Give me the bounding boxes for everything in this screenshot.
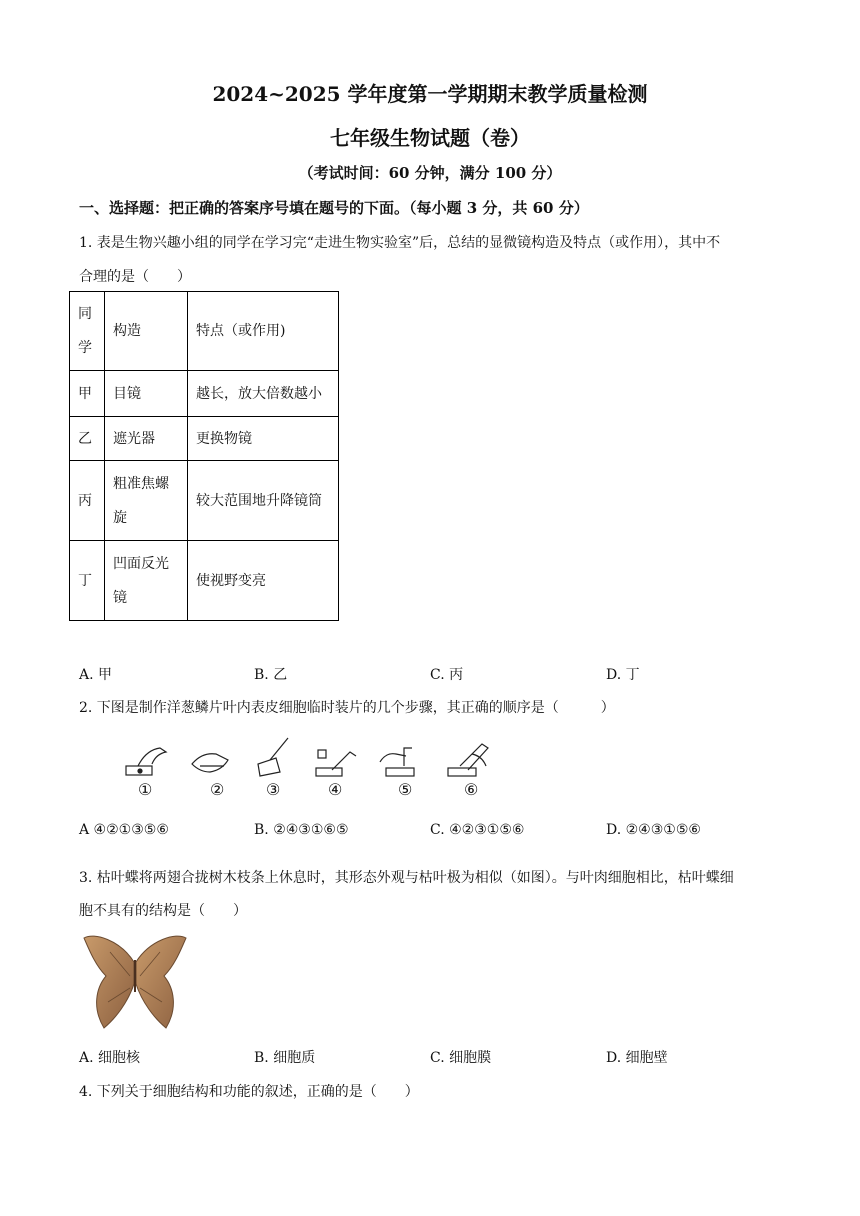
step-label: ⑤ [398,780,413,799]
q1-option-a[interactable]: A. 甲 [79,667,113,683]
step-3-drawing [258,738,288,776]
q2-option-b[interactable]: B. ②④③①⑥⑤ [254,822,349,838]
table-cell: 丙 [70,461,105,541]
table-cell: 凹面反光镜 [105,541,188,621]
step-4-drawing [316,750,356,776]
q2-option-c[interactable]: C. ④②③①⑤⑥ [430,822,525,838]
step-label: ④ [328,780,343,799]
q3-option-b[interactable]: B. 细胞质 [254,1050,316,1066]
microscope-table [69,291,339,621]
table-cell: 更换物镜 [188,417,339,461]
question-4-text: 4. 下列关于细胞结构和功能的叙述，正确的是（ ） [79,1084,419,1100]
table-cell: 甲 [70,371,105,417]
step-1-drawing [126,748,166,775]
question-2-text: 2. 下图是制作洋葱鳞片叶内表皮细胞临时装片的几个步骤，其正确的顺序是（ ） [79,700,615,716]
q2-option-d[interactable]: D. ②④③①⑤⑥ [606,822,701,838]
table-row [70,417,339,461]
question-3-text-cont: 胞不具有的结构是（ ） [79,903,247,919]
table-header-cell: 同学 [70,292,105,371]
q3-option-d[interactable]: D. 细胞壁 [606,1050,668,1066]
q3-option-c[interactable]: C. 细胞膜 [430,1050,492,1066]
exam-title: 2024~2025 学年度第一学期期末教学质量检测 [212,82,648,106]
table-row [70,541,339,621]
table-row [70,461,339,541]
table-cell: 目镜 [105,371,188,417]
step-label: ③ [266,780,281,799]
table-header-cell: 构造 [105,292,188,371]
step-label: ⑥ [464,780,479,799]
exam-subtitle: 七年级生物试题（卷） [330,126,530,150]
step-2-drawing [192,754,228,772]
exam-info: （考试时间：60 分钟，满分 100 分） [298,164,562,182]
table-cell: 丁 [70,541,105,621]
table-cell: 越长，放大倍数越小 [188,371,339,417]
question-1-text: 1. 表是生物兴趣小组的同学在学习完“走进生物实验室”后，总结的显微镜构造及特点（或作用），其中不 [79,235,721,251]
q1-option-b[interactable]: B. 乙 [254,667,288,683]
slide-preparation-steps-figure [120,736,520,810]
table-cell: 遮光器 [105,417,188,461]
q1-option-d[interactable]: D. 丁 [606,667,640,683]
table-header-row [70,292,339,371]
step-label: ② [210,780,225,799]
table-cell: 使视野变亮 [188,541,339,621]
table-header-cell: 特点（或作用) [188,292,339,371]
step-5-drawing [380,748,414,776]
table-cell: 粗准焦螺旋 [105,461,188,541]
step-6-drawing [448,744,488,776]
section-heading: 一、选择题：把正确的答案序号填在题号的下面。（每小题 3 分，共 60 分） [79,199,589,217]
question-1-text-cont: 合理的是（ ） [79,269,191,285]
q3-option-a[interactable]: A. 细胞核 [79,1050,141,1066]
table-cell: 较大范围地升降镜筒 [188,461,339,541]
q1-option-c[interactable]: C. 丙 [430,667,464,683]
q2-option-a[interactable]: A ④②①③⑤⑥ [79,822,169,838]
question-3-text: 3. 枯叶蝶将两翅合拢树木枝条上休息时，其形态外观与枯叶极为相似（如图）。与叶肉细胞相比，枯叶蝶细 [79,870,734,886]
table-row [70,371,339,417]
leaf-butterfly-image [80,932,190,1036]
table-cell: 乙 [70,417,105,461]
step-label: ① [138,780,153,799]
